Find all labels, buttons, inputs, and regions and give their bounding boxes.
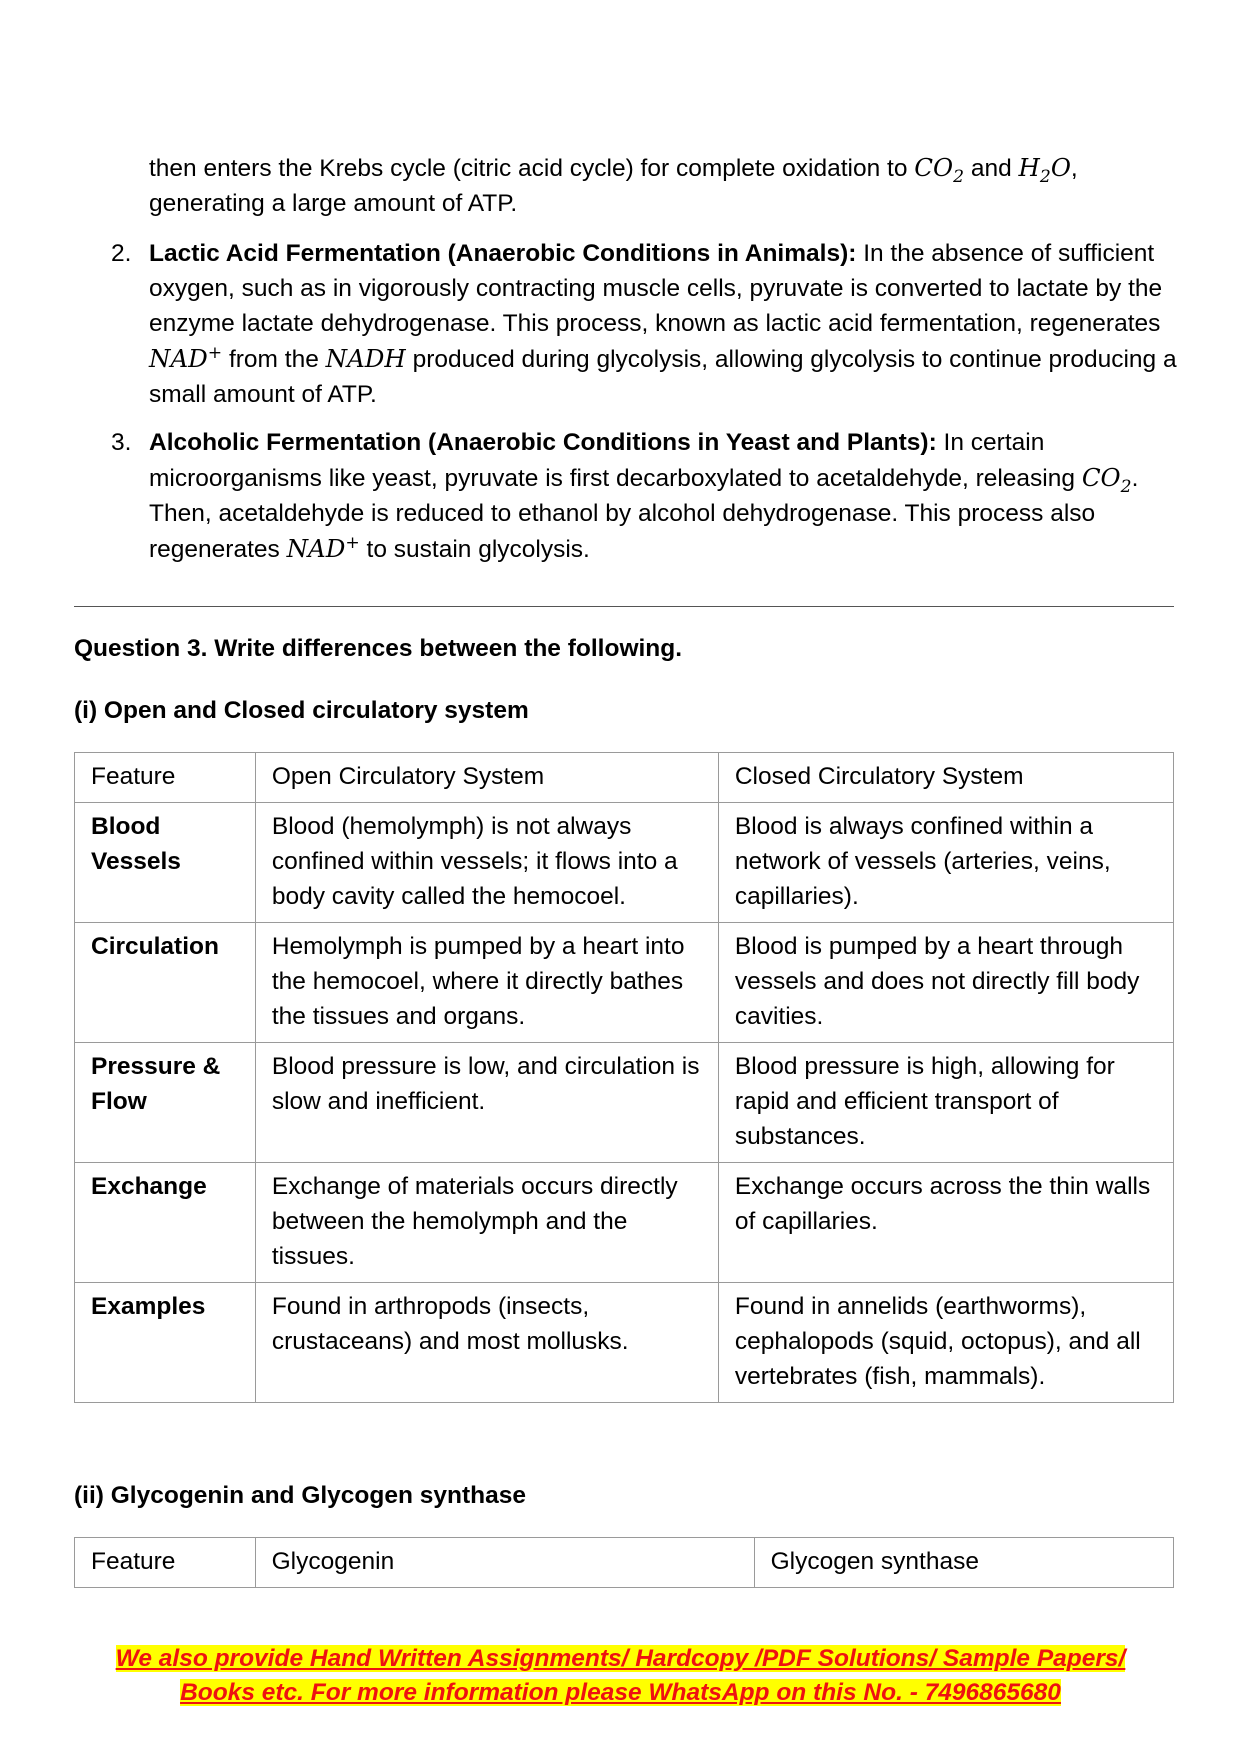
intro-text-1: then enters the Krebs cycle (citric acid cycle) for complete oxidation to — [149, 155, 915, 182]
open-cell: Blood pressure is low, and circulation is slow and inefficient. — [255, 1043, 718, 1163]
list-number: 3. — [111, 429, 132, 456]
math-co2: $CO_2$ — [914, 153, 965, 187]
header-cell: Glycogenin — [255, 1538, 754, 1588]
list-number: 2. — [111, 240, 132, 267]
closed-cell: Blood is always confined within a network of vessels (arteries, veins, capillaries). — [718, 803, 1173, 923]
feature-cell: Exchange — [75, 1163, 256, 1283]
question-heading: Question 3. Write differences between the following. — [74, 635, 683, 662]
table-row — [75, 1163, 1174, 1283]
horizontal-divider — [74, 606, 1174, 607]
glycogen-table — [74, 1537, 1174, 1588]
table-row — [75, 803, 1174, 923]
intro-text-4: generating a large amount of ATP. — [149, 190, 518, 217]
list-item-text: Lactic Acid Fermentation (Anaerobic Conditions in Animals): In the absence of sufficient oxygen, such as in vigorously contracting muscle cells, pyruvate is converted to lactate by the enzyme lactate dehydrogenase. This process, known as lactic acid fermentation, regenerates NAD+ from the NADH produced during glycolysis, allowing glycolysis to continue producing a small amount of ATP. — [149, 240, 1177, 408]
open-cell: Exchange of materials occurs directly between the hemolymph and the tissues. — [255, 1163, 718, 1283]
math-h2o: $H_2O$ — [1018, 153, 1071, 187]
list-item-title: Lactic Acid Fermentation (Anaerobic Conditions in Animals): — [149, 240, 857, 267]
open-cell: Found in arthropods (insects, crustaceans) and most mollusks. — [255, 1283, 718, 1403]
open-cell: Blood (hemolymph) is not always confined within vessels; it flows into a body cavity called the hemocoel. — [255, 803, 718, 923]
table-header-row — [75, 1538, 1174, 1588]
intro-text-2: and — [964, 155, 1019, 182]
list-item-text: Alcoholic Fermentation (Anaerobic Conditions in Yeast and Plants): In certain microorganisms like yeast, pyruvate is first decarboxylated to acetaldehyde, releasing $CO_2$. Then, acetaldehyde is reduced to ethanol by alcohol dehydrogenase. This process also regenerates NAD+ to sustain glycolysis. — [149, 429, 1139, 563]
circulatory-table — [74, 752, 1174, 1403]
table-header-row — [75, 753, 1174, 803]
list-item-alcoholic — [111, 425, 1189, 567]
open-cell: Hemolymph is pumped by a heart into the hemocoel, where it directly bathes the tissues and organs. — [255, 923, 718, 1043]
part1-heading: (i) Open and Closed circulatory system — [74, 697, 529, 724]
table-row — [75, 1043, 1174, 1163]
header-cell: Glycogen synthase — [754, 1538, 1173, 1588]
feature-cell: Examples — [75, 1283, 256, 1403]
closed-cell: Blood is pumped by a heart through vessels and does not directly fill body cavities. — [718, 923, 1173, 1043]
part2-heading: (ii) Glycogenin and Glycogen synthase — [74, 1482, 526, 1509]
closed-cell: Found in annelids (earthworms), cephalopods (squid, octopus), and all vertebrates (fish, mammals). — [718, 1283, 1173, 1403]
feature-cell: Pressure & Flow — [75, 1043, 256, 1163]
list-item-title: Alcoholic Fermentation (Anaerobic Conditions in Yeast and Plants): — [149, 429, 937, 456]
footer-banner — [0, 1642, 1241, 1710]
math-nad-plus: NAD+ — [286, 532, 360, 563]
feature-cell: Blood Vessels — [75, 803, 256, 923]
list-item-lactic — [111, 236, 1189, 412]
math-nadh: NADH — [325, 344, 406, 373]
math-nad-plus: NAD+ — [149, 342, 223, 373]
intro-paragraph: then enters the Krebs cycle (citric acid cycle) for complete oxidation to $CO_2$ and $H_2O$, generating a large amount of ATP. — [149, 153, 1078, 217]
closed-cell: Blood pressure is high, allowing for rapid and efficient transport of substances. — [718, 1043, 1173, 1163]
header-cell: Feature — [75, 1538, 256, 1588]
closed-cell: Exchange occurs across the thin walls of capillaries. — [718, 1163, 1173, 1283]
header-cell: Open Circulatory System — [255, 753, 718, 803]
header-cell: Closed Circulatory System — [718, 753, 1173, 803]
table-row — [75, 923, 1174, 1043]
math-co2: $CO_2$ — [1081, 463, 1132, 497]
header-cell: Feature — [75, 753, 256, 803]
feature-cell: Circulation — [75, 923, 256, 1043]
table-row — [75, 1283, 1174, 1403]
footer-line-1: We also provide Hand Written Assignments/ Hardcopy /PDF Solutions/ Sample Papers/ — [115, 1645, 1126, 1672]
footer-line-2: Books etc. For more information please WhatsApp on this No. - 7496865680 — [180, 1679, 1061, 1706]
